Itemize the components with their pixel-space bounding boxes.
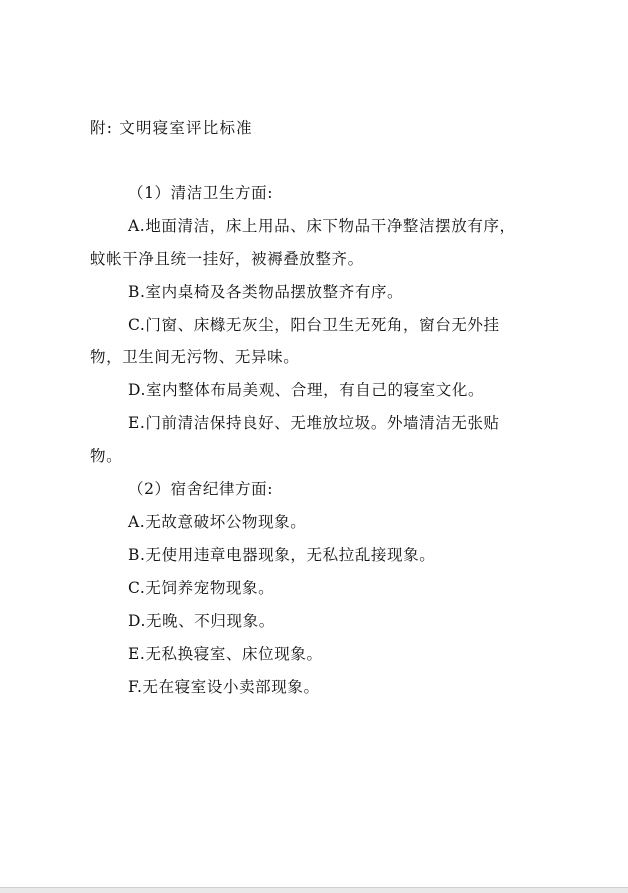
section2-item-f: F.无在寝室设小卖部现象。: [128, 678, 320, 696]
section1-item-e-line1: E.门前清洁保持良好、无堆放垃圾。外墙清洁无张贴: [128, 414, 500, 432]
section2-item-e: E.无私换寝室、床位现象。: [128, 645, 323, 663]
page-bottom-border: [0, 887, 628, 893]
section2-item-d: D.无晚、不归现象。: [128, 612, 275, 630]
section1-item-d: D.室内整体布局美观、合理，有自己的寝室文化。: [128, 381, 485, 399]
section2-heading: （2）宿舍纪律方面:: [128, 480, 274, 498]
section2-item-c: C.无饲养宠物现象。: [128, 579, 275, 597]
document-title: 附: 文明寝室评比标准: [90, 119, 253, 137]
section1-item-b: B.室内桌椅及各类物品摆放整齐有序。: [128, 283, 404, 301]
section1-item-c-line2: 物，卫生间无污物、无异味。: [90, 348, 300, 366]
section1-item-a-line2: 蚊帐干净且统一挂好，被褥叠放整齐。: [90, 250, 364, 268]
section1-heading: （1）清洁卫生方面:: [128, 184, 274, 202]
section1-item-c-line1: C.门窗、床橼无灰尘，阳台卫生无死角，窗台无外挂: [128, 316, 500, 334]
section2-item-b: B.无使用违章电器现象，无私拉乱接现象。: [128, 546, 436, 564]
section1-item-e-line2: 物。: [90, 447, 123, 465]
section1-item-a-line1: A.地面清洁，床上用品、床下物品干净整洁摆放有序，: [128, 217, 516, 235]
section2-item-a: A.无故意破坏公物现象。: [128, 513, 307, 531]
